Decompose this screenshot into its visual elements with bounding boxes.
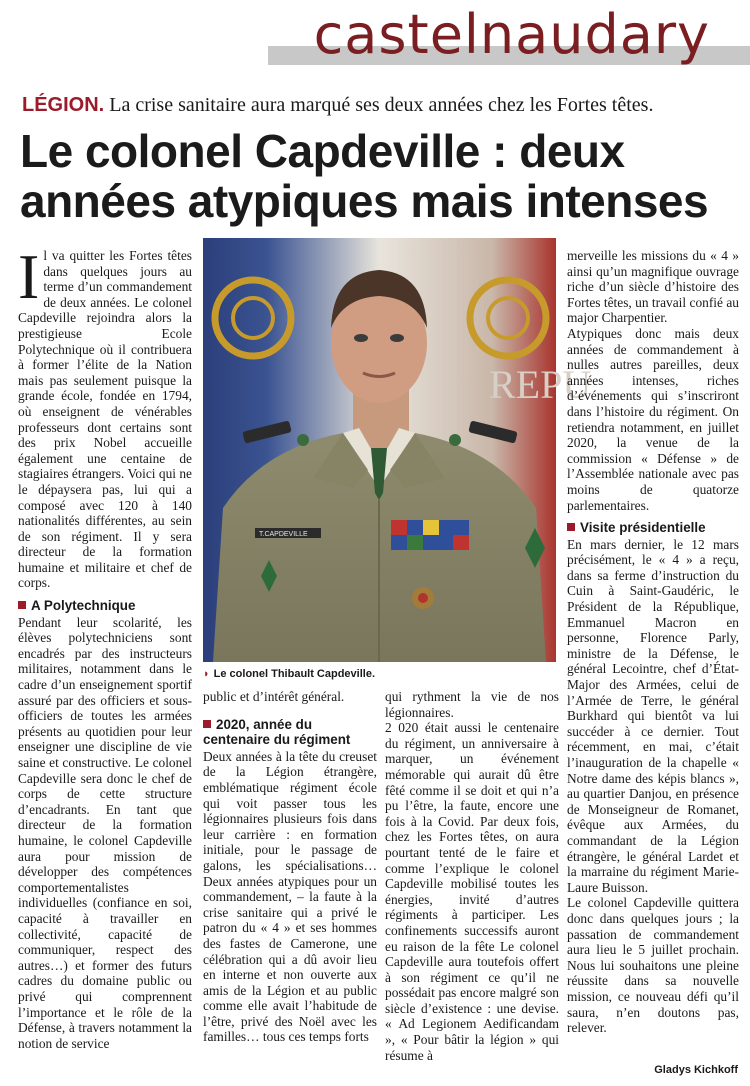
subhead-centenaire: 2020, année du centenaire du régiment (203, 716, 351, 748)
ribbon-bar (391, 520, 469, 550)
subhead-polytechnique: A Polytechnique (18, 598, 192, 614)
kicker-label: LÉGION. (22, 94, 105, 116)
kicker-text: La crise sanitaire aura marqué ses deux années chez les Fortes têtes. (109, 94, 654, 116)
paragraph: Pendant leur scolarité, les élèves polytechniciens sont encadrés par des instructeurs militaires, notamment dans le cadre d’un enseignement sportif assuré par des officiers et sous-officiers de toutes les armées présents au quotidien pour leur enseigner une discipline de vie saine et constructive. Le colonel Capdeville sera donc le chef de corps de cette structure d’encadrants. En tant que directeur de la formation humaine, le colonel Capdeville aura pour mission de développer des compétences comportementalistes individuelles (confiance en soi, capacité à travailler en collectivité, capacité de communiquer, respect des autres…) et former des futurs cadres du domaine public ou privé qui comprennent l’importance et le rôle de la Défense, à travers notamment la notion de service (18, 614, 192, 1051)
caption-arrow-icon: ◗ (203, 668, 210, 680)
square-bullet-icon (203, 720, 211, 728)
paragraph: public et d’intérêt général. (203, 689, 345, 704)
portrait-illustration (203, 238, 592, 662)
column-3 (385, 689, 559, 1063)
photo-caption: ◗ Le colonel Thibault Capdeville. (203, 668, 376, 680)
column-1 (18, 241, 192, 1051)
lead-text: l va quitter les Fortes têtes dans quelques jours au terme d’un commandement de deux années. Le colonel Capdeville rejoindra alors la prestigieuse Ecole Polytechnique où il contribuera à former l’élite de la Nation mais pas seulement puisque la grande école, fondée en 1794, où enseignent de vénérables professeurs dont certains sont des prix Nobel accueille également une centaine de stagiaires étrangers. Voici qui ne le dépaysera pas, lui qui a composé avec 120 à 140 nationalités différentes, au sein de son régiment. Il y sera directeur de la formation humaine et militaire et chef de corps. (18, 248, 192, 591)
kicker (22, 94, 653, 117)
headline: Le colonel Capdeville : deux années atypiques mais intenses (20, 125, 709, 227)
square-bullet-icon (567, 523, 575, 531)
column-4 (567, 248, 739, 1036)
lead-paragraph (18, 241, 192, 591)
paragraph: qui rythment la vie de nos légionnaires. (385, 689, 559, 720)
square-bullet-icon (18, 601, 26, 609)
column-2 (203, 689, 377, 1045)
paragraph: Le colonel Capdeville quittera donc dans quelques jours ; la passation de commandement aura lieu le 5 juillet prochain. Nous lui souhaitons une pleine réussite dans sa nouvelle mission, ce nouveau défi qu’il saura, n’en doutons pas, relever. (567, 895, 739, 1036)
section-title: castelnaudary (313, 3, 710, 66)
flag-text: REPU (489, 362, 592, 407)
paragraph: Atypiques donc mais deux années de commandement à nulles autres pareilles, deux années intenses, riches d’événements qui s’inscriront dans l’histoire du régiment. On retiendra notamment, en juillet 2020, la venue de la commission « Défense » de l’Assemblée nationale avec pas moins de quatorze parlementaires. (567, 325, 739, 513)
name-tag: T.CAPDEVILLE (259, 531, 308, 538)
paragraph: Deux années à la tête du creuset de la Légion étrangère, emblématique régiment école qui voit passer tous les légionnaires plusieurs fois dans leur carrière : en formation initiale, pour le passage de galons, les spécialisations… Deux années atypiques pour un commandement, – la faute à la crise sanitaire qui a privé le patron du « 4 » et ses hommes des fastes de Camerone, une célébration qui a dû avoir lieu en interne et non ouverte aux amis de la Légion et au public comme elle avait l’habitude de l’être, privé des Noël avec les familles… tous ces temps forts (203, 748, 377, 1045)
colonel-photo (203, 238, 592, 662)
subhead-visite: Visite présidentielle (567, 520, 739, 536)
drop-cap: I (18, 241, 40, 312)
paragraph: 2 020 était aussi le centenaire du régiment, un anniversaire à marquer, un événement mémorable qui aurait dû être fêté comme il se doit et qui n’a pu l’être, la faute, encore une fois à la Covid. Par deux fois, chez les Fortes têtes, on aura pourtant tenté de le faire et comme l’explique le colonel Capdeville mobilisé toutes les énergies, invité d’autres régiments à participer. Les confinements successifs auront eu raison de la fête Le colonel Capdeville aura toutefois offert à son régiment ce qu’il ne possédait pas encore malgré son siècle d’existence : une devise. « Ad Legionem Aedificandam », « Pour bâtir la légion » qui résume à (385, 720, 559, 1063)
paragraph: merveille les missions du « 4 » ainsi qu’un magnifique ouvrage riche d’un siècle d’histoire des Fortes têtes, un travail confié au major Charpentier. (567, 248, 739, 326)
paragraph: En mars dernier, le 12 mars précisément, le « 4 » a reçu, dans sa ferme d’instruction du Cuin à Saint-Gaudéric, le Président de la République, Emmanuel Macron en personne, Florence Parly, ministre de la Défense, le général Lecointre, chef d’État-Major des Armées, celui de l’Armée de Terre, le général Burkhard qui bientôt va lui succéder à ce dernier. Tout récemment, en mai, c’était l’inauguration de la chapelle « Notre dame des képis blancs », au quartier Danjou, en présence de Monseigneur de Romanet, évêque aux Armées, du commandant de la Légion étrangère, le général Lardet et la marraine du régiment Marie-Laure Buisson. (567, 536, 739, 895)
byline: Gladys Kichkoff (654, 1064, 738, 1076)
